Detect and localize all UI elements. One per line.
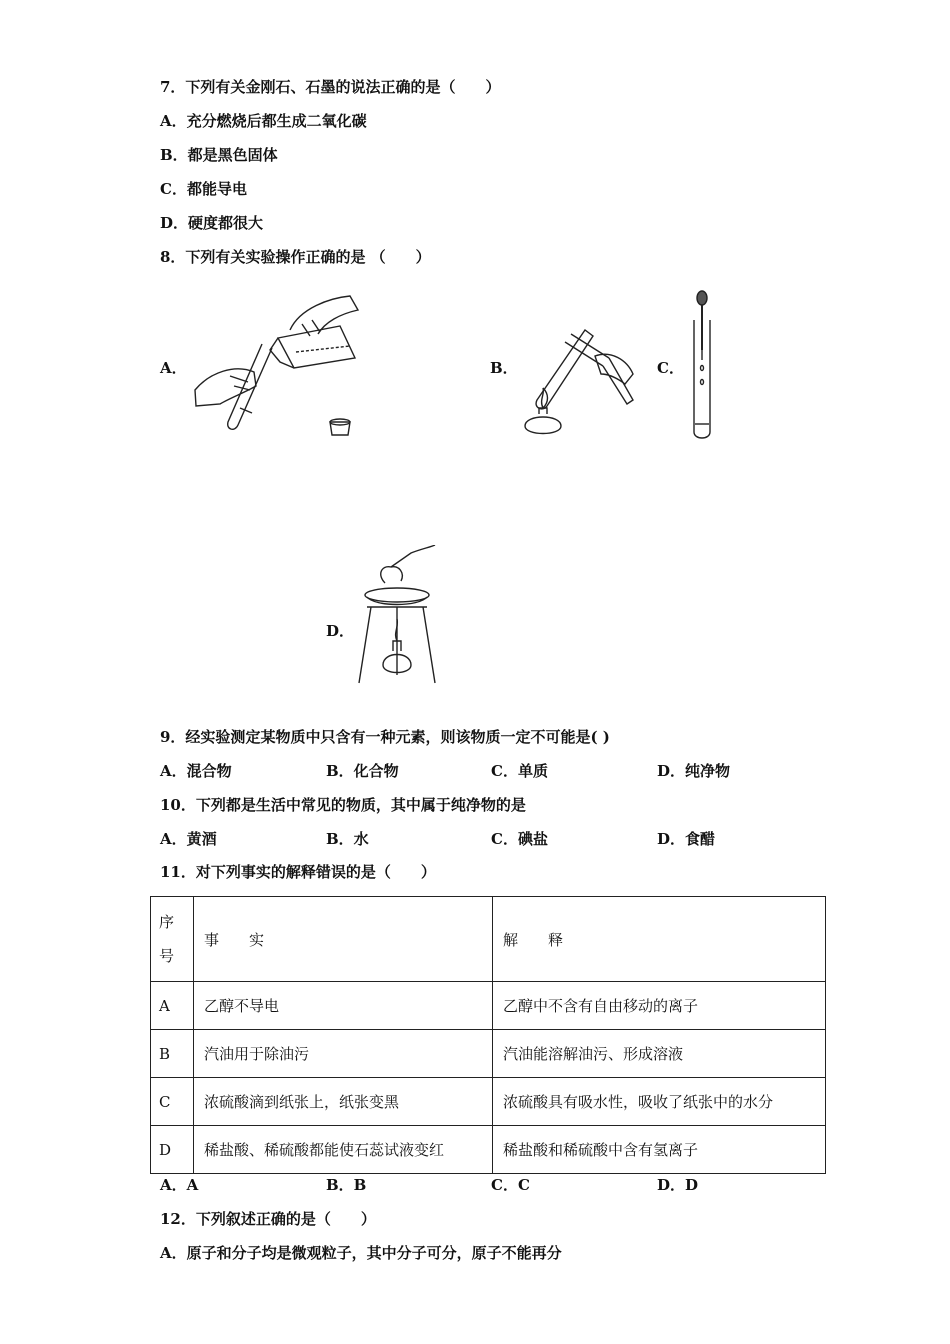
q12-option-a: A．原子和分子均是微观粒子，其中分子可分，原子不能再分: [160, 1244, 562, 1262]
row-explain: 乙醇中不含有自由移动的离子: [493, 982, 826, 1030]
q11-option-d: D．D: [657, 1176, 699, 1194]
q7-option-a: A．充分燃烧后都生成二氧化碳: [160, 112, 367, 130]
row-id: C: [151, 1078, 194, 1126]
row-explain: 浓硫酸具有吸水性，吸收了纸张中的水分: [493, 1078, 826, 1126]
q11-stem: 11．对下列事实的解释错误的是（ ）: [160, 863, 436, 881]
evaporating-dish-figure: [355, 545, 440, 687]
row-fact: 乙醇不导电: [194, 982, 493, 1030]
row-fact: 稀盐酸、稀硫酸都能使石蕊试液变红: [194, 1126, 493, 1174]
pouring-liquid-figure: [190, 290, 365, 440]
q8-label-a: A．: [160, 359, 187, 377]
q10-stem: 10．下列都是生活中常见的物质，其中属于纯净物的是: [160, 796, 526, 814]
row-id: A: [151, 982, 194, 1030]
row-explain: 稀盐酸和稀硫酸中含有氢离子: [493, 1126, 826, 1174]
q10-option-a: A．黄酒: [160, 830, 217, 848]
header-seq: 序 号: [151, 897, 194, 982]
header-explain: 解 释: [493, 897, 826, 982]
q9-option-b: B．化合物: [326, 762, 399, 780]
q11-option-b: B．B: [326, 1176, 367, 1194]
q8-label-c: C．: [657, 359, 684, 377]
row-fact: 汽油用于除油污: [194, 1030, 493, 1078]
q8-label-d: D．: [326, 622, 355, 640]
q9-stem: 9．经实验测定某物质中只含有一种元素，则该物质一定不可能是( ): [160, 728, 610, 746]
row-id: D: [151, 1126, 194, 1174]
row-fact: 浓硫酸滴到纸张上，纸张变黑: [194, 1078, 493, 1126]
row-id: B: [151, 1030, 194, 1078]
q9-option-d: D．纯净物: [657, 762, 731, 780]
q7-option-d: D．硬度都很大: [160, 214, 264, 232]
q12-stem: 12．下列叙述正确的是（ ）: [160, 1210, 376, 1228]
table-row: [151, 982, 826, 1030]
table-row: [151, 1126, 826, 1174]
table-header-row: [151, 897, 826, 982]
q9-option-c: C．单质: [491, 762, 548, 780]
dropper-in-tube-figure: [690, 290, 718, 442]
facts-table: [150, 896, 826, 1174]
q10-option-c: C．碘盐: [491, 830, 548, 848]
row-explain: 汽油能溶解油污、形成溶液: [493, 1030, 826, 1078]
q7-option-b: B．都是黑色固体: [160, 146, 278, 164]
q11-option-a: A．A: [160, 1176, 199, 1194]
q11-option-c: C．C: [491, 1176, 530, 1194]
q7-stem: 7．下列有关金刚石、石墨的说法正确的是（ ）: [160, 78, 501, 96]
q8-stem: 8．下列有关实验操作正确的是 （ ）: [160, 248, 431, 266]
q9-option-a: A．混合物: [160, 762, 232, 780]
header-fact: 事 实: [194, 897, 493, 982]
heating-test-tube-figure: [515, 322, 640, 440]
q10-option-b: B．水: [326, 830, 369, 848]
q8-label-b: B．: [490, 359, 518, 377]
q10-option-d: D．食醋: [657, 830, 716, 848]
q7-option-c: C．都能导电: [160, 180, 247, 198]
table-row: [151, 1030, 826, 1078]
table-row: [151, 1078, 826, 1126]
